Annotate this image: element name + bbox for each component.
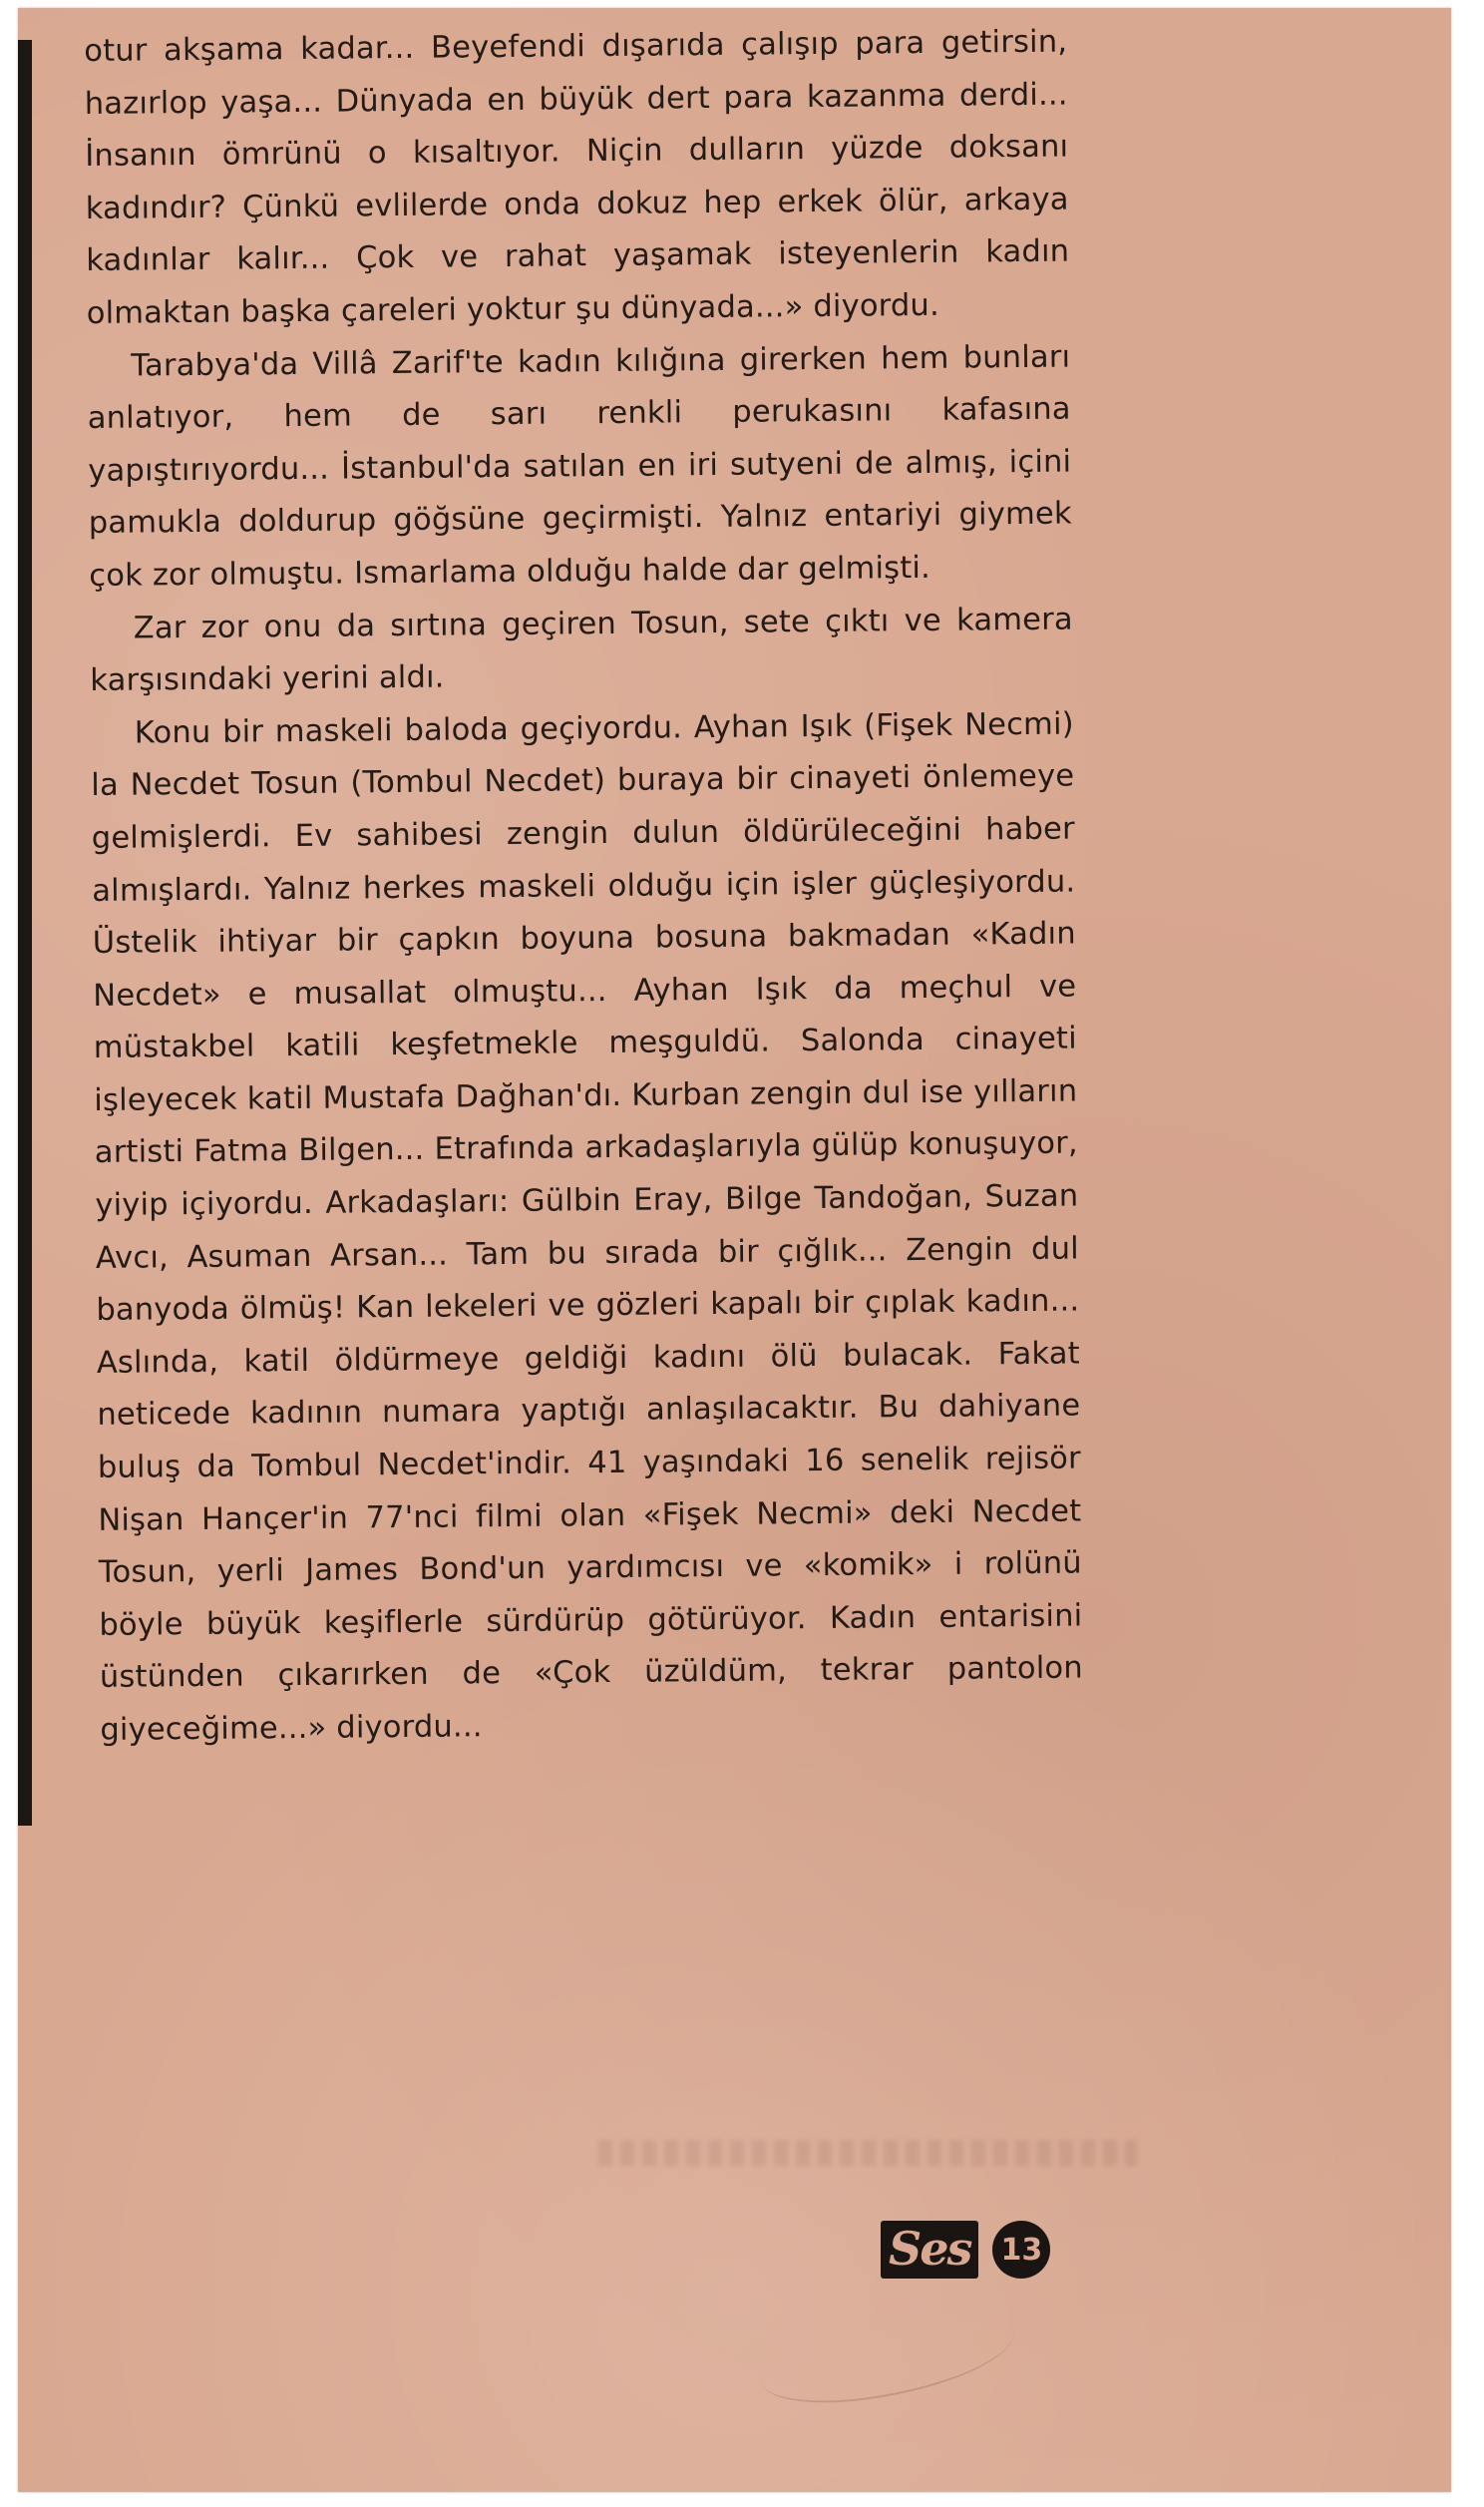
article-paragraph-3: Zar zor onu da sırtına geçiren Tosun, sete çıktı ve kamera karşısındaki yerini aldı. [90,602,1073,699]
page-number-badge: 13 [992,2221,1050,2279]
ses-magazine-logo: Ses [881,2221,978,2279]
page-footer [881,2221,1050,2279]
article-body [84,17,1084,1758]
show-through-text [598,2140,1137,2166]
page-edge-bar [18,40,32,1826]
article-paragraph-1: otur akşama kadar... Beyefendi dışarıda çalışıp para getirsin, hazırlop yaşa... Dünyada en büyük dert para kazanma derdi... İnsanın ömrünü o kısaltıyor. Niçin dulların yüzde doksanı kadındır? Çünkü evlilerde onda dokuz hep erkek ölür, arkaya kadınlar kalır... Çok ve rahat yaşamak isteyenlerin kadın olmaktan başka çareleri yoktur şu dünyada...» diyordu. [84,24,1070,331]
article-paragraph-4: Konu bir maskeli baloda geçiyordu. Ayhan Işık (Fişek Necmi) la Necdet Tosun (Tombul Necdet) buraya bir cinayeti önlemeye gelmişlerdi. Ev sahibesi zengin dulun öldürüleceğini haber almışlardı. Yalnız herkes maskeli olduğu için işler güçleşiyordu. Üstelik ihtiyar bir çapkın boyuna bosuna bakmadan «Kadın Necdet» e musallat olmuştu... Ayhan Işık da meçhul ve müstakbel katili keşfetmekle meşguldü. Salonda cinayeti işleyecek katil Mustafa Dağhan'dı. Kurban zengin dul ise yılların artisti Fatma Bilgen... Etrafında arkadaşlarıyla gülüp konuşuyor, yiyip içiyordu. Arkadaşları: Gülbin Eray, Bilge Tandoğan, Suzan Avcı, Asuman Arsan... Tam bu sırada bir çığlık... Zengin dul banyoda ölmüş! Kan lekeleri ve gözleri kapalı bir çıplak kadın... Aslında, katil öldürmeye geldiği kadını ölü bulacak. Fakat neticede kadının numara yaptığı anlaşılacaktır. Bu dahiyane buluş da Tombul Necdet'indir. 41 yaşındaki 16 senelik rejisör Nişan Hançer'in 77'nci filmi olan «Fişek Necmi» deki Necdet Tosun, yerli James Bond'un yardımcısı ve «komik» i rolünü böyle büyük keşiflerle sürdürüp götürüyor. Kadın entarisini üstünden çıkarırken de «Çok üzüldüm, tekrar pantolon giyeceğime...» diyordu... [91,706,1084,1748]
article-paragraph-2: Tarabya'da Villâ Zarif'te kadın kılığına girerken hem bunları anlatıyor, hem de sarı renkli perukasını kafasına yapıştırıyordu... İstanbul'da satılan en iri sutyeni de almış, içini pamukla doldurup göğsüne geçirmişti. Yalnız entariyi giymek çok zor olmuştu. Ismarlama olduğu halde dar gelmişti. [87,339,1072,594]
